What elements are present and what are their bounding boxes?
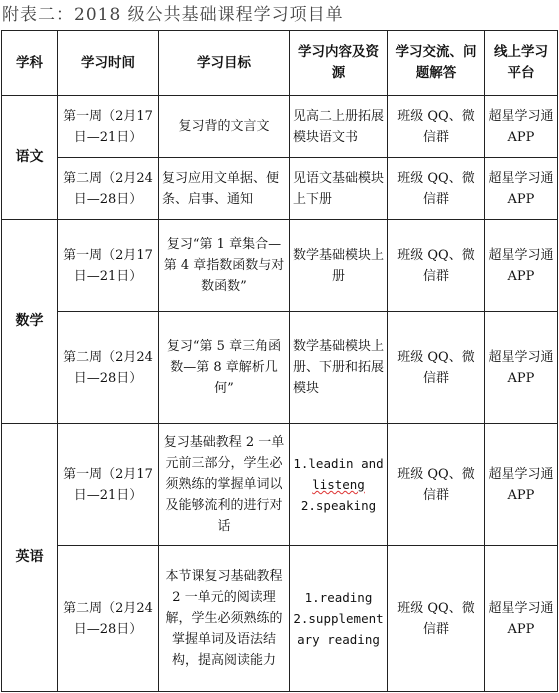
exchange-cell: 班级 QQ、微信群 (388, 96, 485, 158)
exchange-cell: 班级 QQ、微信群 (388, 546, 485, 692)
header-goal: 学习目标 (159, 31, 290, 96)
content-cell: 见高二上册拓展模块语文书 (290, 96, 388, 158)
exchange-cell: 班级 QQ、微信群 (388, 424, 485, 546)
content-line: 1.reading (304, 590, 373, 605)
header-exchange: 学习交流、问题解答 (388, 31, 485, 96)
table-row (2, 546, 558, 692)
platform-cell: 超星学习通 APP (485, 546, 558, 692)
time-cell: 第一周（2月17日—21日） (58, 424, 159, 546)
goal-cell: 复习“第 5 章三角函数—第 8 章解析几何” (159, 312, 290, 424)
time-cell: 第二周（2月24日—28日） (58, 312, 159, 424)
platform-cell: 超星学习通 APP (485, 220, 558, 312)
subject-english: 英语 (2, 424, 58, 692)
time-cell: 第一周（2月17日—21日） (58, 96, 159, 158)
exchange-cell: 班级 QQ、微信群 (388, 312, 485, 424)
goal-cell: 复习应用文单据、便条、启事、通知 (159, 158, 290, 220)
table-row (2, 424, 558, 546)
header-time: 学习时间 (58, 31, 159, 96)
table-row (2, 312, 558, 424)
content-line: 2.supplementary reading (293, 611, 384, 647)
exchange-cell: 班级 QQ、微信群 (388, 158, 485, 220)
content-cell (290, 424, 388, 546)
goal-cell: 复习“第 1 章集合—第 4 章指数函数与对数函数” (159, 220, 290, 312)
header-row (2, 31, 558, 96)
header-content: 学习内容及资源 (290, 31, 388, 96)
time-cell: 第一周（2月17日—21日） (58, 220, 159, 312)
content-cell: 数学基础模块上册、下册和拓展模块 (290, 312, 388, 424)
content-line (293, 474, 384, 495)
exchange-cell: 班级 QQ、微信群 (388, 220, 485, 312)
content-cell: 见语文基础模块上下册 (290, 158, 388, 220)
goal-cell: 复习背的文言文 (159, 96, 290, 158)
content-cell: 数学基础模块上册 (290, 220, 388, 312)
header-platform: 线上学习平台 (485, 31, 558, 96)
time-cell: 第二周（2月24日—28日） (58, 158, 159, 220)
platform-cell: 超星学习通 APP (485, 312, 558, 424)
goal-cell: 复习基础教程 2 一单元前三部分，学生必须熟练的掌握单词以及能够流利的进行对话 (159, 424, 290, 546)
content-line: 1.leadin and (293, 456, 384, 471)
page-title: 附表二：2018 级公共基础课程学习项目单 (2, 5, 344, 25)
platform-cell: 超星学习通 APP (485, 424, 558, 546)
platform-cell: 超星学习通 APP (485, 96, 558, 158)
subject-math: 数学 (2, 220, 58, 424)
content-line: 2.speaking (300, 498, 377, 513)
header-subject: 学科 (2, 31, 58, 96)
goal-cell: 本节课复习基础教程 2 一单元的阅读理解，学生必须熟练的掌握单词及语法结构，提高阅读能力 (159, 546, 290, 692)
content-cell (290, 546, 388, 692)
platform-cell: 超星学习通 APP (485, 158, 558, 220)
table-row (2, 96, 558, 158)
misspelled-word: listeng (312, 477, 365, 492)
time-cell: 第二周（2月24日—28日） (58, 546, 159, 692)
table-row (2, 220, 558, 312)
table-row (2, 158, 558, 220)
subject-chinese: 语文 (2, 96, 58, 220)
course-table (1, 30, 558, 692)
